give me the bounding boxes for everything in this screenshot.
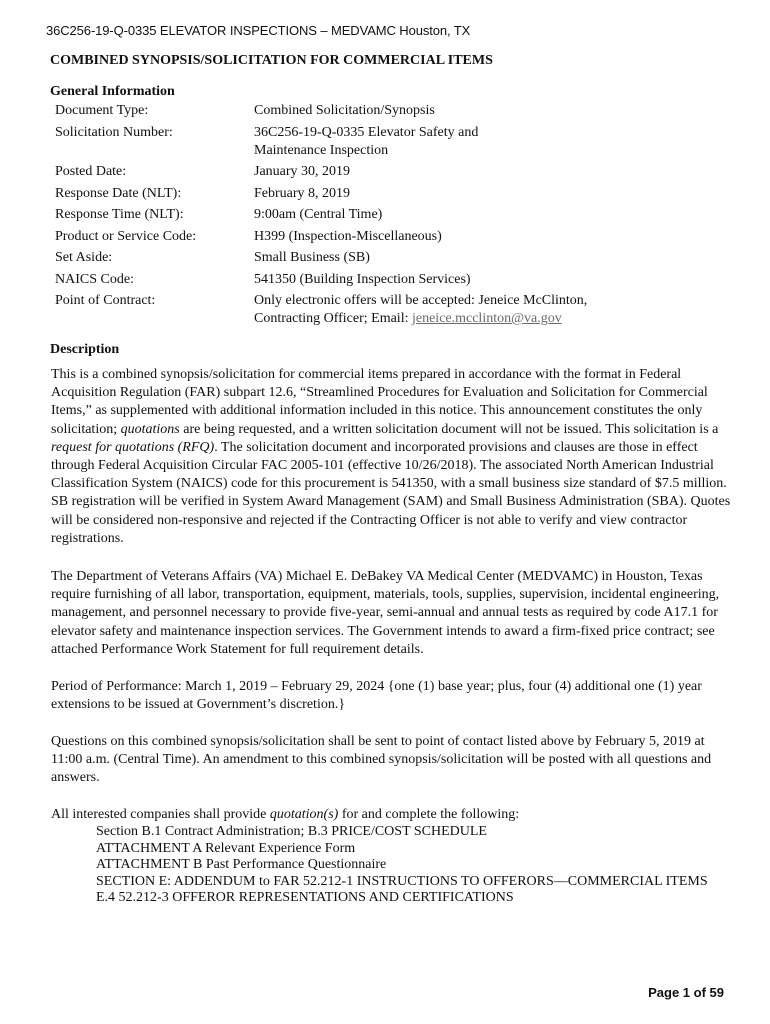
period-of-performance-paragraph: Period of Performance: March 1, 2019 – February 29, 2024 {one (1) base year; plus, four (4) additional one (1) year extensions to be issued at Government’s discretion.}	[51, 679, 702, 713]
paragraph-text: All interested companies shall provide	[51, 807, 270, 822]
list-item: ATTACHMENT B Past Performance Questionnaire	[96, 857, 387, 872]
document-title: COMBINED SYNOPSIS/SOLICITATION FOR COMMERCIAL ITEMS	[50, 53, 493, 68]
list-item: ATTACHMENT A Relevant Experience Form	[96, 840, 356, 856]
info-label: Solicitation Number:	[55, 124, 173, 140]
running-header: 36C256-19-Q-0335 ELEVATOR INSPECTIONS – MEDVAMC Houston, TX	[46, 23, 471, 38]
info-row-response-time	[55, 206, 695, 224]
paragraph-text: are being requested, and a written solicitation document will not be issued. This solicitation is a	[179, 421, 719, 437]
info-row-product-code	[55, 228, 695, 246]
emphasis-rfq: request for quotations (RFQ)	[51, 439, 215, 455]
info-label: Response Date (NLT):	[55, 185, 182, 201]
info-label: Set Aside:	[55, 250, 113, 265]
info-row-response-date	[55, 185, 695, 203]
general-information-heading: General Information	[50, 84, 175, 99]
paragraph-text: . The solicitation document and incorporated provisions and clauses are those in effect through Federal Acquisition Circular FAC 2005-101 (effective 10/26/2018). The associated North American Industrial Classification System (NAICS) code for this procurement is 541350, with a small business size standard of $7.5 million. SB registration will be verified in System Award Management (SAM) and Small Business Administration (SBA). Quotes will be considered non-responsive and rejected if the Contracting Officer is not able to verify and view contractor registrations.	[51, 439, 731, 546]
info-row-set-aside	[55, 249, 695, 267]
description-paragraph-2: The Department of Veterans Affairs (VA) Michael E. DeBakey VA Medical Center (MEDVAMC) in Houston, Texas require furnishing of all labor, transportation, equipment, materials, tools, supplies, supervision, incidental engineering, management, and personnel necessary to provide five-year, semi-annual and annual tests as required by code A17.1 for elevator safety and maintenance inspection services. The Government intends to award a firm-fixed price contract; see attached Performance Work Statement for full requirement details.	[51, 569, 720, 657]
info-label: Posted Date:	[55, 164, 127, 179]
info-value: February 8, 2019	[254, 185, 351, 201]
requirements-list	[96, 824, 736, 907]
description-paragraph-1	[51, 366, 731, 548]
info-value: 9:00am (Central Time)	[254, 207, 383, 222]
info-row-naics-code	[55, 271, 695, 289]
info-row-solicitation-number	[55, 124, 695, 160]
info-label: Response Time (NLT):	[55, 207, 184, 222]
info-label: Point of Contract:	[55, 293, 156, 308]
page-number: Page 1 of 59	[648, 985, 724, 1000]
info-label: Document Type:	[55, 103, 149, 118]
paragraph-text: This is a combined synopsis/solicitation for commercial items prepared in accordance with the format in Federal Acquisition Regulation (FAR) subpart 12.6, “Streamlined Procedures for Evaluation and Solicitation for Commercial Items,” as supplemented with additional information included in this notice. This announcement constitutes the only solicitation;	[51, 367, 708, 437]
info-value: 36C256-19-Q-0335 Elevator Safety and Maintenance Inspection	[254, 124, 479, 158]
description-heading: Description	[50, 342, 120, 357]
contact-text: Only electronic offers will be accepted: Jeneice McClinton, Contracting Officer; Email:	[254, 293, 588, 326]
info-label: NAICS Code:	[55, 271, 134, 287]
info-value: 541350 (Building Inspection Services)	[254, 271, 471, 287]
info-row-posted-date	[55, 163, 695, 181]
list-item: SECTION E: ADDENDUM to FAR 52.212-1 INSTRUCTIONS TO OFFERORS—COMMERCIAL ITEMS	[96, 873, 708, 889]
info-row-point-of-contact	[55, 292, 695, 328]
emphasis-quotations: quotation(s)	[269, 807, 339, 822]
info-value: Small Business (SB)	[254, 250, 370, 265]
info-label: Product or Service Code:	[55, 228, 197, 244]
emphasis-quotations: quotations	[120, 421, 180, 437]
paragraph-text: for and complete the following:	[338, 807, 520, 822]
list-item: E.4 52.212-3 OFFEROR REPRESENTATIONS AND CERTIFICATIONS	[96, 890, 514, 905]
questions-paragraph: Questions on this combined synopsis/solicitation shall be sent to point of contact listed above by February 5, 2019 at 11:00 a.m. (Central Time). An amendment to this combined synopsis/solicitation will be posted with all questions and answers.	[51, 734, 712, 786]
info-value: Combined Solicitation/Synopsis	[254, 103, 435, 118]
contact-email-link[interactable]: jeneice.mcclinton@va.gov	[411, 311, 562, 326]
info-value: H399 (Inspection-Miscellaneous)	[254, 228, 442, 244]
info-row-document-type	[55, 102, 695, 120]
general-information-table	[55, 102, 695, 332]
info-value: January 30, 2019	[254, 164, 351, 179]
requirements-intro	[51, 806, 731, 824]
list-item: Section B.1 Contract Administration; B.3 PRICE/COST SCHEDULE	[96, 824, 487, 839]
info-value	[254, 292, 599, 328]
